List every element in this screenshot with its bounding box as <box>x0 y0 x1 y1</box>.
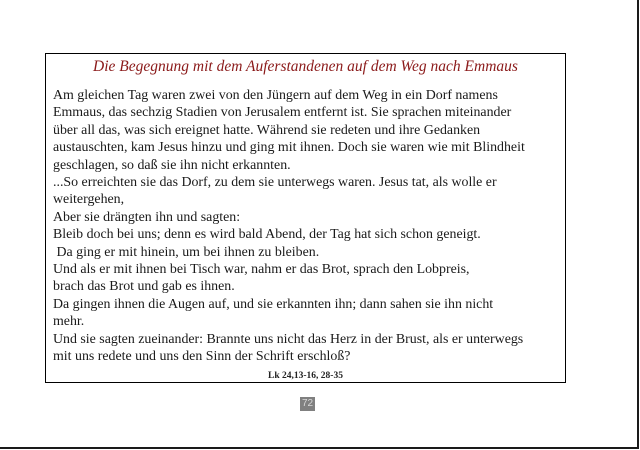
scripture-text-box <box>45 53 566 383</box>
text-line: Aber sie drängten ihn und sagten: <box>53 209 241 225</box>
text-line: Da ging er mit hinein, um bei ihnen zu bleiben. <box>53 244 320 260</box>
scripture-body <box>53 87 558 366</box>
text-line: ...So erreichten sie das Dorf, zu dem sie unterwegs waren. Jesus tat, als wolle er <box>53 175 497 191</box>
document-title: Die Begegnung mit dem Auferstandenen auf dem Weg nach Emmaus <box>93 58 518 75</box>
text-line: Und sie sagten zueinander: Brannte uns nicht das Herz in der Brust, als er unterwegs <box>53 331 524 347</box>
text-line: mehr. <box>53 314 85 330</box>
text-line: Bleib doch bei uns; denn es wird bald Abend, der Tag hat sich schon geneigt. <box>53 227 481 243</box>
text-line: Am gleichen Tag waren zwei von den Jüngern auf dem Weg in ein Dorf namens <box>53 88 498 103</box>
text-line: brach das Brot und gab es ihnen. <box>53 279 235 295</box>
text-line: Und als er mit ihnen bei Tisch war, nahm er das Brot, sprach den Lobpreis, <box>53 262 470 278</box>
text-line: geschlagen, so daß sie ihn nicht erkannten. <box>53 157 291 173</box>
text-line: Emmaus, das sechzig Stadien von Jerusalem entfernt ist. Sie sprachen miteinander <box>53 105 512 121</box>
text-line: weitergehen, <box>53 192 125 208</box>
text-line: austauschten, kam Jesus hinzu und ging mit ihnen. Doch sie waren wie mit Blindheit <box>53 140 525 156</box>
text-line: Da gingen ihnen die Augen auf, und sie erkannten ihn; dann sahen sie ihn nicht <box>53 296 494 312</box>
bible-citation: Lk 24,13-16, 28-35 <box>268 370 343 381</box>
text-line: über all das, was sich ereignet hatte. Während sie redeten und ihre Gedanken <box>53 122 481 138</box>
text-line: mit uns redete und uns den Sinn der Schrift erschloß? <box>53 349 351 365</box>
page-number-badge[interactable]: 72 <box>301 398 314 409</box>
